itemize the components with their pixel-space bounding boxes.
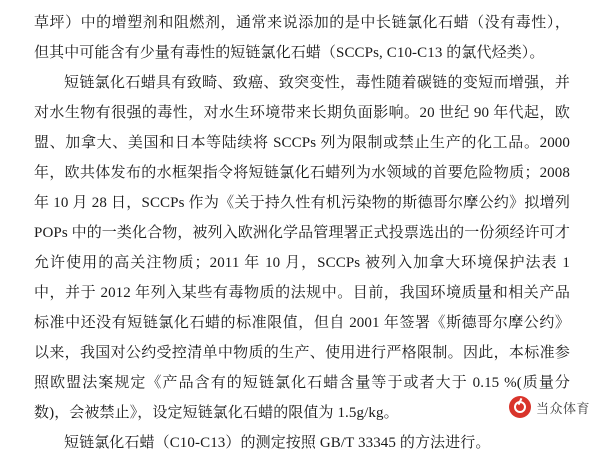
whistle-badge-icon <box>509 396 531 418</box>
paragraph-3: 短链氯化石蜡（C10-C13）的测定按照 GB/T 33345 的方法进行。 <box>64 435 491 451</box>
paragraph-1: 草坪）中的增塑剂和阻燃剂，通常来说添加的是中长链氯化石蜡（没有毒性），但其中可能含有少量有毒性的短链氯化石蜡（SCCPs, C10-C13 的氯代烃类）。 <box>34 15 570 61</box>
watermark <box>509 396 590 418</box>
paragraph-2: 短链氯化石蜡具有致畸、致癌、致突变性，毒性随着碳链的变短而增强，并对水生物有很强的毒性，对水生环境带来长期负面影响。20 世纪 90 年代起，欧盟、加拿大、美国和日本等陆续将 SCCPs 列为限制或禁止生产的化工品。2000 年，欧共体发布的水框架指令将短链氯化石蜡列为水领域的首要危险物质；2008 年 10 月 28 日，SCCPs 作为《关于持久性有机污染物的斯德哥尔摩公约》拟增列 POPs 中的一类化合物，被列入欧洲化学品管理署正式投票选出的一份须经许可才允许使用的高关注物质；2011 年 10 月，SCCPs 被列入加拿大环境保护法表 1 中，并于 2012 年列入某些有毒物质的法规中。目前，我国环境质量和相关产品标准中还没有短链氯化石蜡的标准限值，但自 2001 年签署《斯德哥尔摩公约》以来，我国对公约受控清单中物质的生产、使用进行严格限制。因此，本标准参照欧盟法案规定《产品含有的短链氯化石蜡含量等于或者大于 0.15 %(质量分数)，会被禁止》，设定短链氯化石蜡的限值为 1.5g/kg。 <box>34 75 570 421</box>
watermark-label: 当众体育 <box>535 400 590 416</box>
